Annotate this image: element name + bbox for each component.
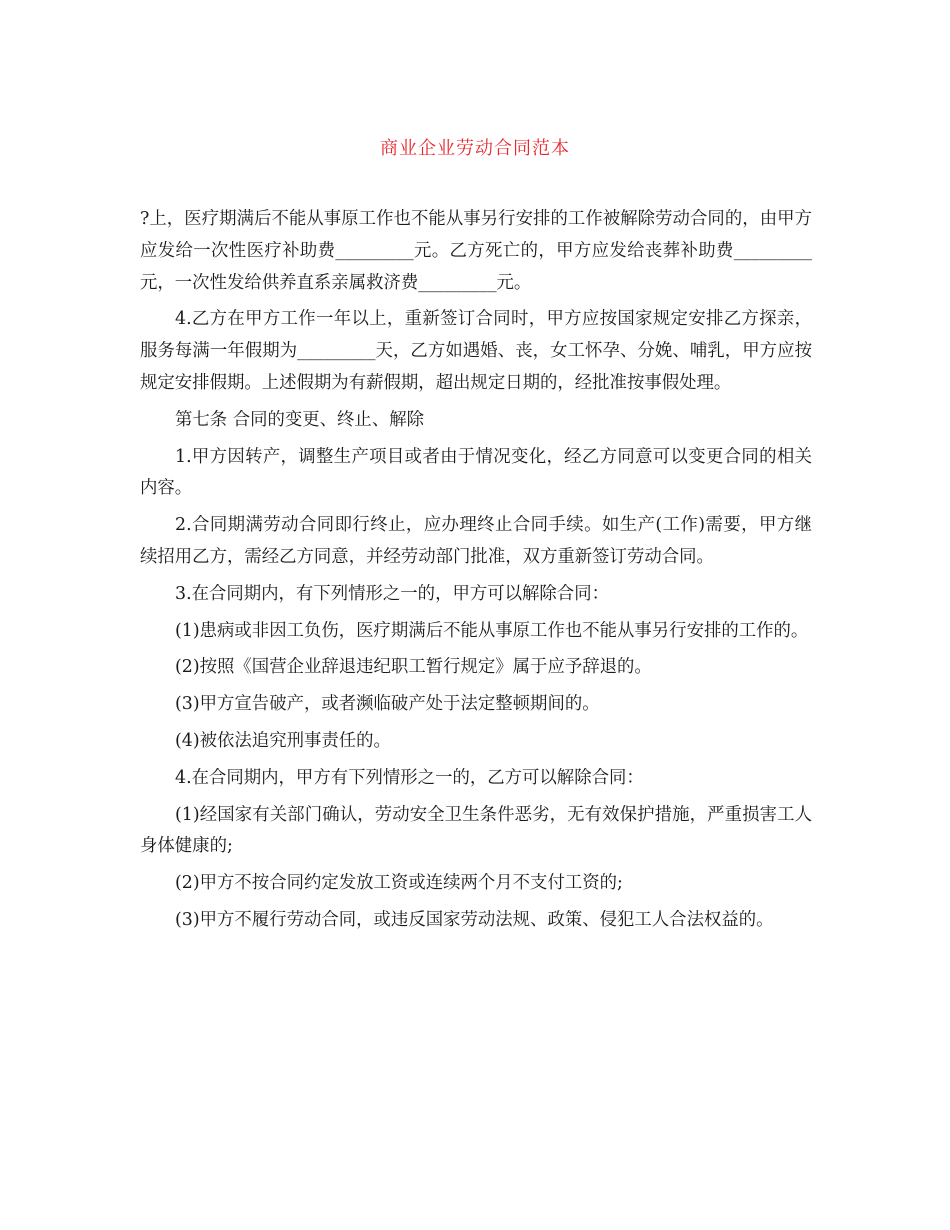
sub-item-4-1: (1)经国家有关部门确认，劳动安全卫生条件恶劣，无有效保护措施，严重损害工人身体健康的; [140, 804, 812, 857]
clause-2-contract-termination: 2.合同期满劳动合同即行终止，应办理终止合同手续。如生产(工作)需要，甲方继续招用乙方，需经乙方同意，并经劳动部门批准，双方重新签订劳动合同。 [140, 515, 812, 567]
clause-3-employer-dismissal: 3.在合同期内，有下列情形之一的，甲方可以解除合同： [175, 583, 609, 604]
sub-item-3-1: (1)患病或非因工负伤，医疗期满后不能从事原工作也不能从事另行安排的工作的。 [175, 620, 809, 641]
document-title: 商业企业劳动合同范本 [380, 138, 570, 159]
sub-item-3-2: (2)按照《国营企业辞退违纪职工暂行规定》属于应予辞退的。 [175, 657, 652, 678]
sub-item-4-2: (2)甲方不按合同约定发放工资或连续两个月不支付工资的; [175, 873, 623, 894]
paragraph-medical-subsidy: ?上，医疗期满后不能从事原工作也不能从事另行安排的工作被解除劳动合同的，由甲方应发给一次性医疗补助费_________元。乙方死亡的，甲方应发给丧葬补助费_________元，一次性发给供养直系亲属救济费_________元。 [140, 209, 812, 293]
section-heading-article-7: 第七条 合同的变更、终止、解除 [175, 409, 424, 430]
clause-4-employee-termination: 4.在合同期内，甲方有下列情形之一的，乙方可以解除合同： [175, 767, 644, 788]
sub-item-3-3: (3)甲方宣告破产，或者濒临破产处于法定整顿期间的。 [175, 694, 600, 715]
document-body [140, 204, 812, 942]
paragraph-family-leave: 4.乙方在甲方工作一年以上，重新签订合同时，甲方应按国家规定安排乙方探亲，服务每满一年假期为_________天，乙方如遇婚、丧，女工怀孕、分娩、哺乳，甲方应按规定安排假期。上述假期为有薪假期，超出规定日期的，经批准按事假处理。 [140, 309, 812, 393]
sub-item-4-3: (3)甲方不履行劳动合同，或违反国家劳动法规、政策、侵犯工人合法权益的。 [175, 909, 774, 930]
clause-1-contract-change: 1.甲方因转产，调整生产项目或者由于情况变化，经乙方同意可以变更合同的相关内容。 [140, 446, 812, 499]
sub-item-3-4: (4)被依法追究刑事责任的。 [175, 730, 391, 751]
